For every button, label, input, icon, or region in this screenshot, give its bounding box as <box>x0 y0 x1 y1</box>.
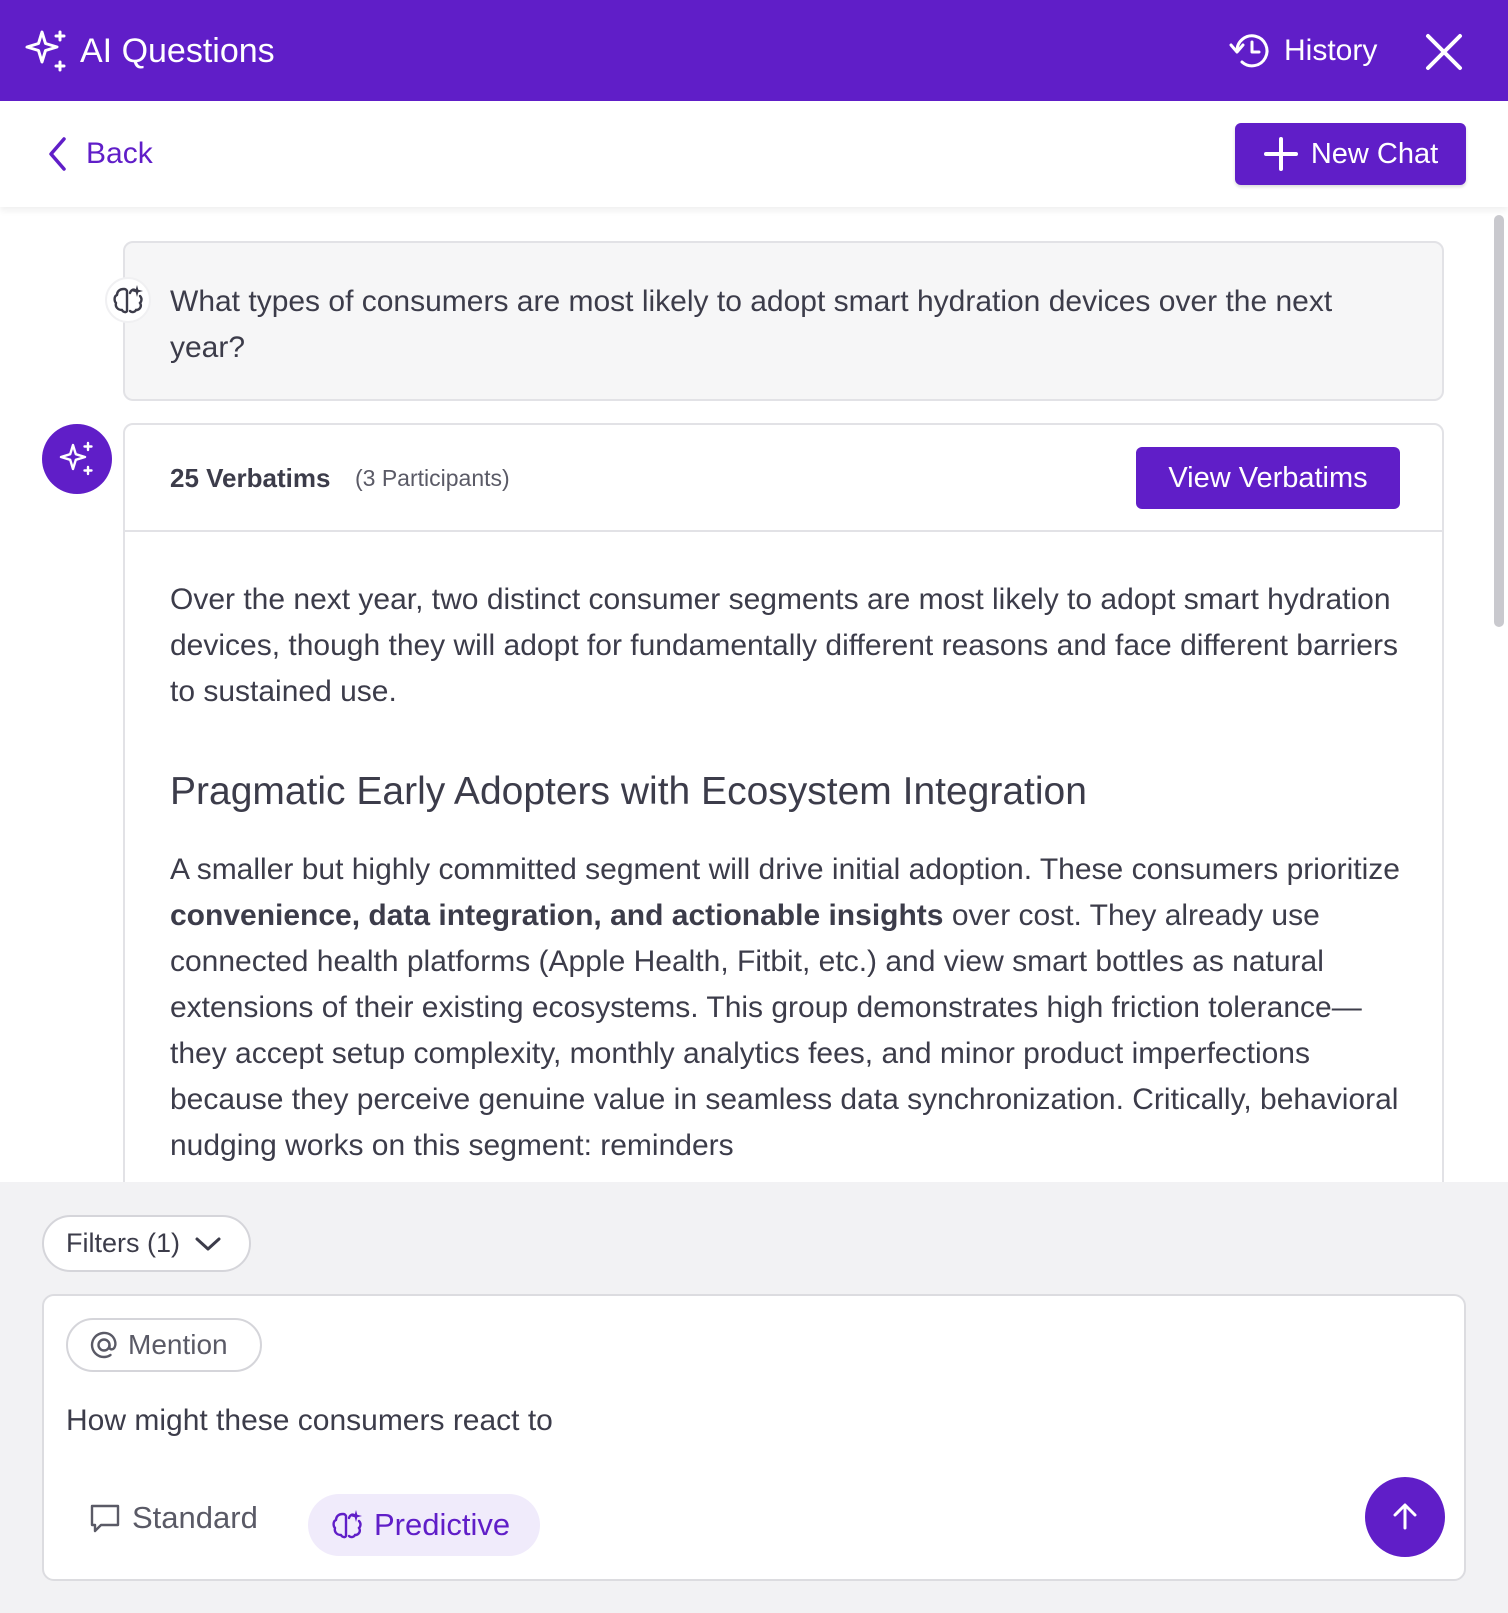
new-chat-button[interactable] <box>1235 123 1466 185</box>
ai-avatar <box>42 424 112 494</box>
section-text-end: over cost. They already use connected health platforms (Apple Health, Fitbit, etc.) and view smart bottles as natural extensions of their existing ecosystems. This group demonstrates high friction tolerance—they accept setup complexity, monthly analytics fees, and minor product imperfections because they perceive genuine value in seamless data synchronization. Critically, behavioral nudging works on this segment: reminders <box>170 899 1399 1162</box>
question-text: What types of consumers are most likely to adopt smart hydration devices over the next year? <box>170 285 1333 364</box>
answer-intro: Over the next year, two distinct consumer segments are most likely to adopt smart hydration devices, though they will adopt for fundamentally different reasons and face different barriers to sustained use. <box>170 583 1398 708</box>
ai-answer-card <box>123 423 1444 1182</box>
back-label: Back <box>86 137 153 170</box>
history-icon <box>1228 30 1274 72</box>
arrow-up-icon <box>1389 1501 1421 1533</box>
composer-area <box>0 1182 1508 1613</box>
answer-section-text <box>170 847 1405 1169</box>
scrollbar-thumb[interactable] <box>1494 215 1504 627</box>
mention-label: Mention <box>128 1329 228 1360</box>
answer-header <box>125 425 1442 532</box>
close-button[interactable] <box>1422 30 1466 74</box>
answer-body <box>170 577 1405 1169</box>
header-title-group <box>22 28 275 74</box>
history-button[interactable] <box>1228 30 1377 72</box>
message-input[interactable] <box>66 1404 1266 1438</box>
mode-standard-button[interactable] <box>88 1500 258 1536</box>
question-avatar <box>105 277 151 323</box>
view-verbatims-button[interactable]: View Verbatims <box>1136 447 1400 509</box>
close-icon <box>1422 30 1466 74</box>
message-composer <box>42 1294 1466 1581</box>
app-title: AI Questions <box>80 31 275 70</box>
brain-sparkle-icon <box>330 1508 364 1542</box>
answer-section-heading: Pragmatic Early Adopters with Ecosystem Integration <box>170 770 1087 813</box>
at-icon <box>88 1329 120 1361</box>
back-button[interactable] <box>46 135 153 173</box>
mode-predictive-button[interactable] <box>308 1494 540 1556</box>
app-header <box>0 0 1508 101</box>
new-chat-label: New Chat <box>1310 137 1439 170</box>
sparkles-icon <box>22 28 68 74</box>
chevron-down-icon <box>194 1235 222 1253</box>
brain-sparkle-icon <box>111 283 145 317</box>
section-text-start: A smaller but highly committed segment will drive initial adoption. These consumers prioritize <box>170 853 1400 886</box>
verbatims-count: 25 Verbatims <box>170 463 331 493</box>
mode-predictive-label: Predictive <box>374 1507 511 1542</box>
chat-bubble-icon <box>88 1501 122 1535</box>
filters-label: Filters (1) <box>66 1228 180 1258</box>
sparkles-icon <box>58 440 96 478</box>
mode-standard-label: Standard <box>132 1500 258 1535</box>
mention-button[interactable] <box>66 1318 262 1372</box>
participants-count: (3 Participants) <box>355 465 510 491</box>
send-button[interactable] <box>1365 1477 1445 1557</box>
history-label: History <box>1284 34 1378 67</box>
user-question-card <box>123 241 1444 401</box>
chevron-left-icon <box>46 135 70 173</box>
section-text-bold: convenience, data integration, and actionable insights <box>170 899 944 932</box>
conversation-area[interactable] <box>0 207 1508 1182</box>
plus-icon <box>1263 136 1299 172</box>
sub-toolbar <box>0 101 1508 207</box>
filters-dropdown[interactable] <box>42 1215 251 1272</box>
